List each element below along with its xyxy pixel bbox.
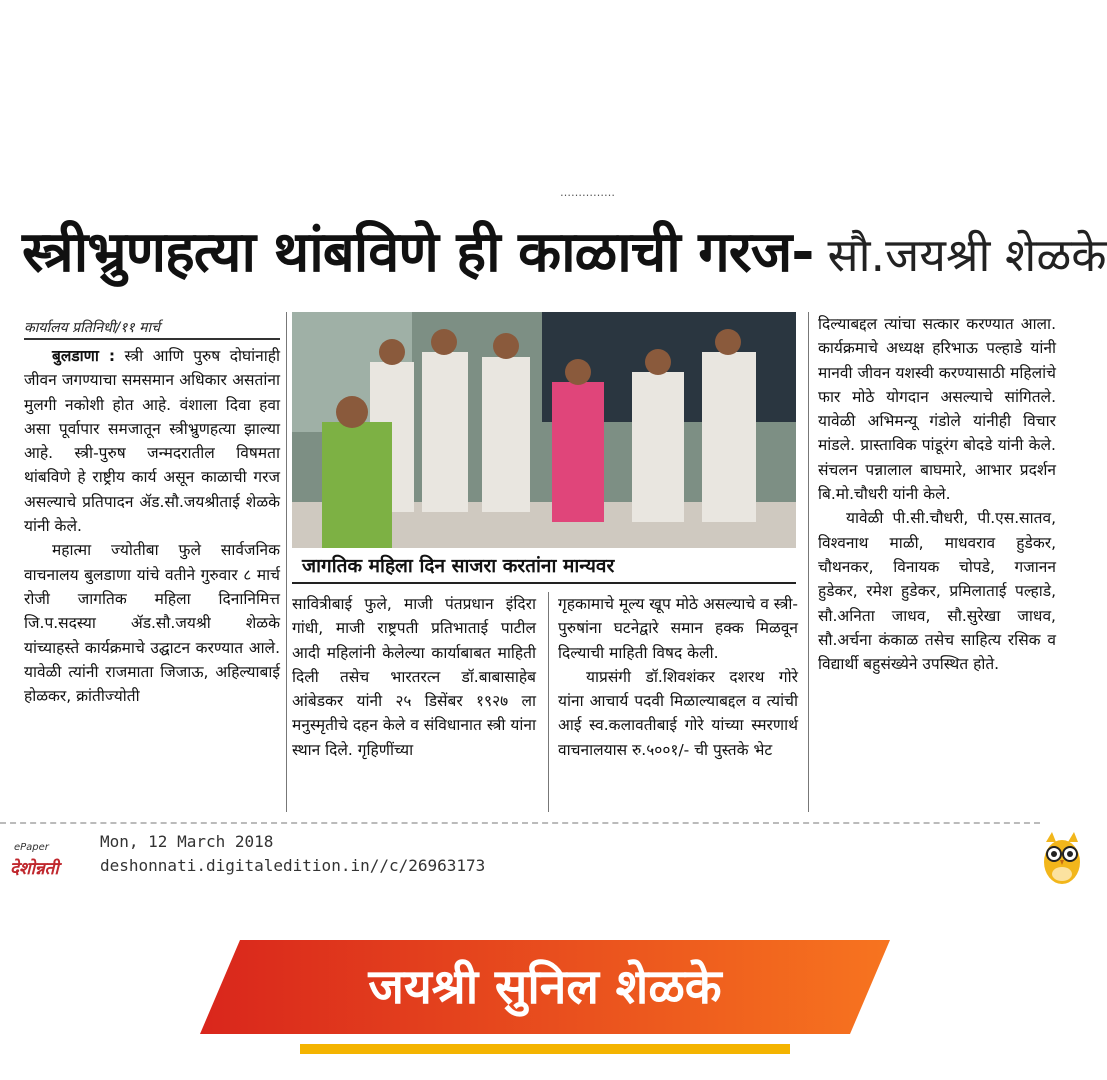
dateline-rule bbox=[24, 338, 280, 340]
article-headline bbox=[22, 212, 1107, 307]
column-rule-3 bbox=[808, 312, 809, 812]
col4-para-2: यावेळी पी.सी.चौधरी, पी.एस.सातव, विश्वनाथ माळी, माधवराव हुडेकर, चौथनकर, विनायक चोपडे, गजानन हुडेकर, रमेश हुडेकर, प्रमिलाताई पल्हाडे, सौ.अनिता जाधव, सौ.सुरेखा जाधव, सौ.अर्चना कंकाळ तसेच साहित्य रसिक व विद्यार्थी बहुसंख्येने उपस्थित होते. bbox=[818, 509, 1056, 674]
col4-para-1: दिल्याबद्दल त्यांचा सत्कार करण्यात आला. कार्यक्रमाचे अध्यक्ष हरिभाऊ पल्हाडे यांनी मानवी जीवन यशस्वी करण्यासाठी महिलांचे फार मोठे योगदान असल्याचे सांगितले. यावेळी अभिमन्यू गंडोले यांनीही विचार मांडले. प्रास्ताविक पांडूरंग बोदडे यांनी केले. संचलन पन्नालाल बाघमारे, आभार प्रदर्शन बि.मो.चौधरी यांनी केले. bbox=[818, 315, 1056, 504]
col2-text: सावित्रीबाई फुले, माजी पंतप्रधान इंदिरा गांधी, माजी राष्ट्रपती प्रतिभाताई पाटील आदी महिलांनी केलेल्या कार्याबाबत माहिती दिली तसेच भारतरत्न डॉ.बाबासाहेब आंबेडकर यांनी २५ डिसेंबर १९२७ ला मनुस्मृतीचे दहन केले व संविधानात स्त्री यांना स्थान दिले. गृहिणींच्या bbox=[292, 595, 536, 759]
event-photo bbox=[292, 312, 796, 548]
owl-icon bbox=[1040, 828, 1080, 888]
dateline: कार्यालय प्रतिनिधी/११ मार्च bbox=[24, 320, 161, 336]
col1-para-2: महात्मा ज्योतीबा फुले सार्वजनिक वाचनालय बुलडाणा यांचे वतीने गुरुवार ८ मार्च रोजी जागतिक महिला दिनानिमित्त जि.प.सदस्या ॲड.सौ.जयश्री शेळके यांच्याहस्ते कार्यक्रमाचे उद्घाटन करण्यात आले. यावेळी त्यांनी राजमाता जिजाऊ, अहिल्याबाई होळकर, क्रांतीज्योती bbox=[24, 541, 280, 706]
event-photo-illustration bbox=[292, 312, 796, 548]
banner-name: जयश्री सुनिल शेळके bbox=[368, 959, 722, 1015]
edition-url: deshonnati.digitaledition.in//c/26963173 bbox=[100, 856, 486, 875]
col1-para-1: स्त्री आणि पुरुष दोघांनाही जीवन जगण्याचा समसमान अधिकार असतांना मुलगी नकोशी होत आहे. वंशाला दिवा हवा असा पूर्वापार समजातून स्त्रीभ्रुणहत्या झाल्या आहे. स्त्री-पुरुष जन्मदरातील विषमता थांबविणे हे राष्ट्रीय कार्य असून काळाची गरज असल्याचे प्रतिपादन ॲड.सौ.जयश्रीताई शेळके यांनी केले. bbox=[24, 347, 281, 536]
article-column-4 bbox=[818, 312, 1056, 814]
article-column-3 bbox=[558, 592, 798, 814]
article-column-1 bbox=[24, 344, 280, 814]
epaper-brand-logo: देशोन्नती bbox=[10, 859, 59, 879]
footer-divider bbox=[0, 822, 1040, 824]
epaper-label: ePaper bbox=[14, 842, 49, 853]
banner-underline bbox=[300, 1044, 790, 1054]
headline-byline: सौ.जयश्री शेळके bbox=[827, 228, 1107, 282]
photo-caption: जागतिक महिला दिन साजरा करतांना मान्यवर bbox=[292, 550, 796, 584]
faint-top-text: …………… bbox=[560, 186, 615, 199]
edition-date: Mon, 12 March 2018 bbox=[100, 832, 274, 851]
column-rule-2 bbox=[548, 592, 549, 812]
column-rule-1 bbox=[286, 312, 287, 812]
headline-text: स्त्रीभ्रुणहत्या थांबविणे ही काळाची गरज- bbox=[22, 220, 814, 285]
col1-lead: बुलडाणा : bbox=[52, 347, 116, 365]
col3-para-1: गृहकामाचे मूल्य खूप मोठे असल्याचे व स्त्री-पुरुषांना घटनेद्वारे समान हक्क मिळवून दिल्याची माहिती विषद केली. bbox=[558, 595, 798, 662]
article-column-2 bbox=[292, 592, 536, 814]
col3-para-2: याप्रसंगी डॉ.शिवशंकर दशरथ गोरे यांना आचार्य पदवी मिळाल्याबद्दल व त्यांची आई स्व.कलावतीबाई गोरे यांच्या स्मरणार्थ वाचनालयास रु.५००१/- ची पुस्तके भेट bbox=[558, 667, 798, 759]
